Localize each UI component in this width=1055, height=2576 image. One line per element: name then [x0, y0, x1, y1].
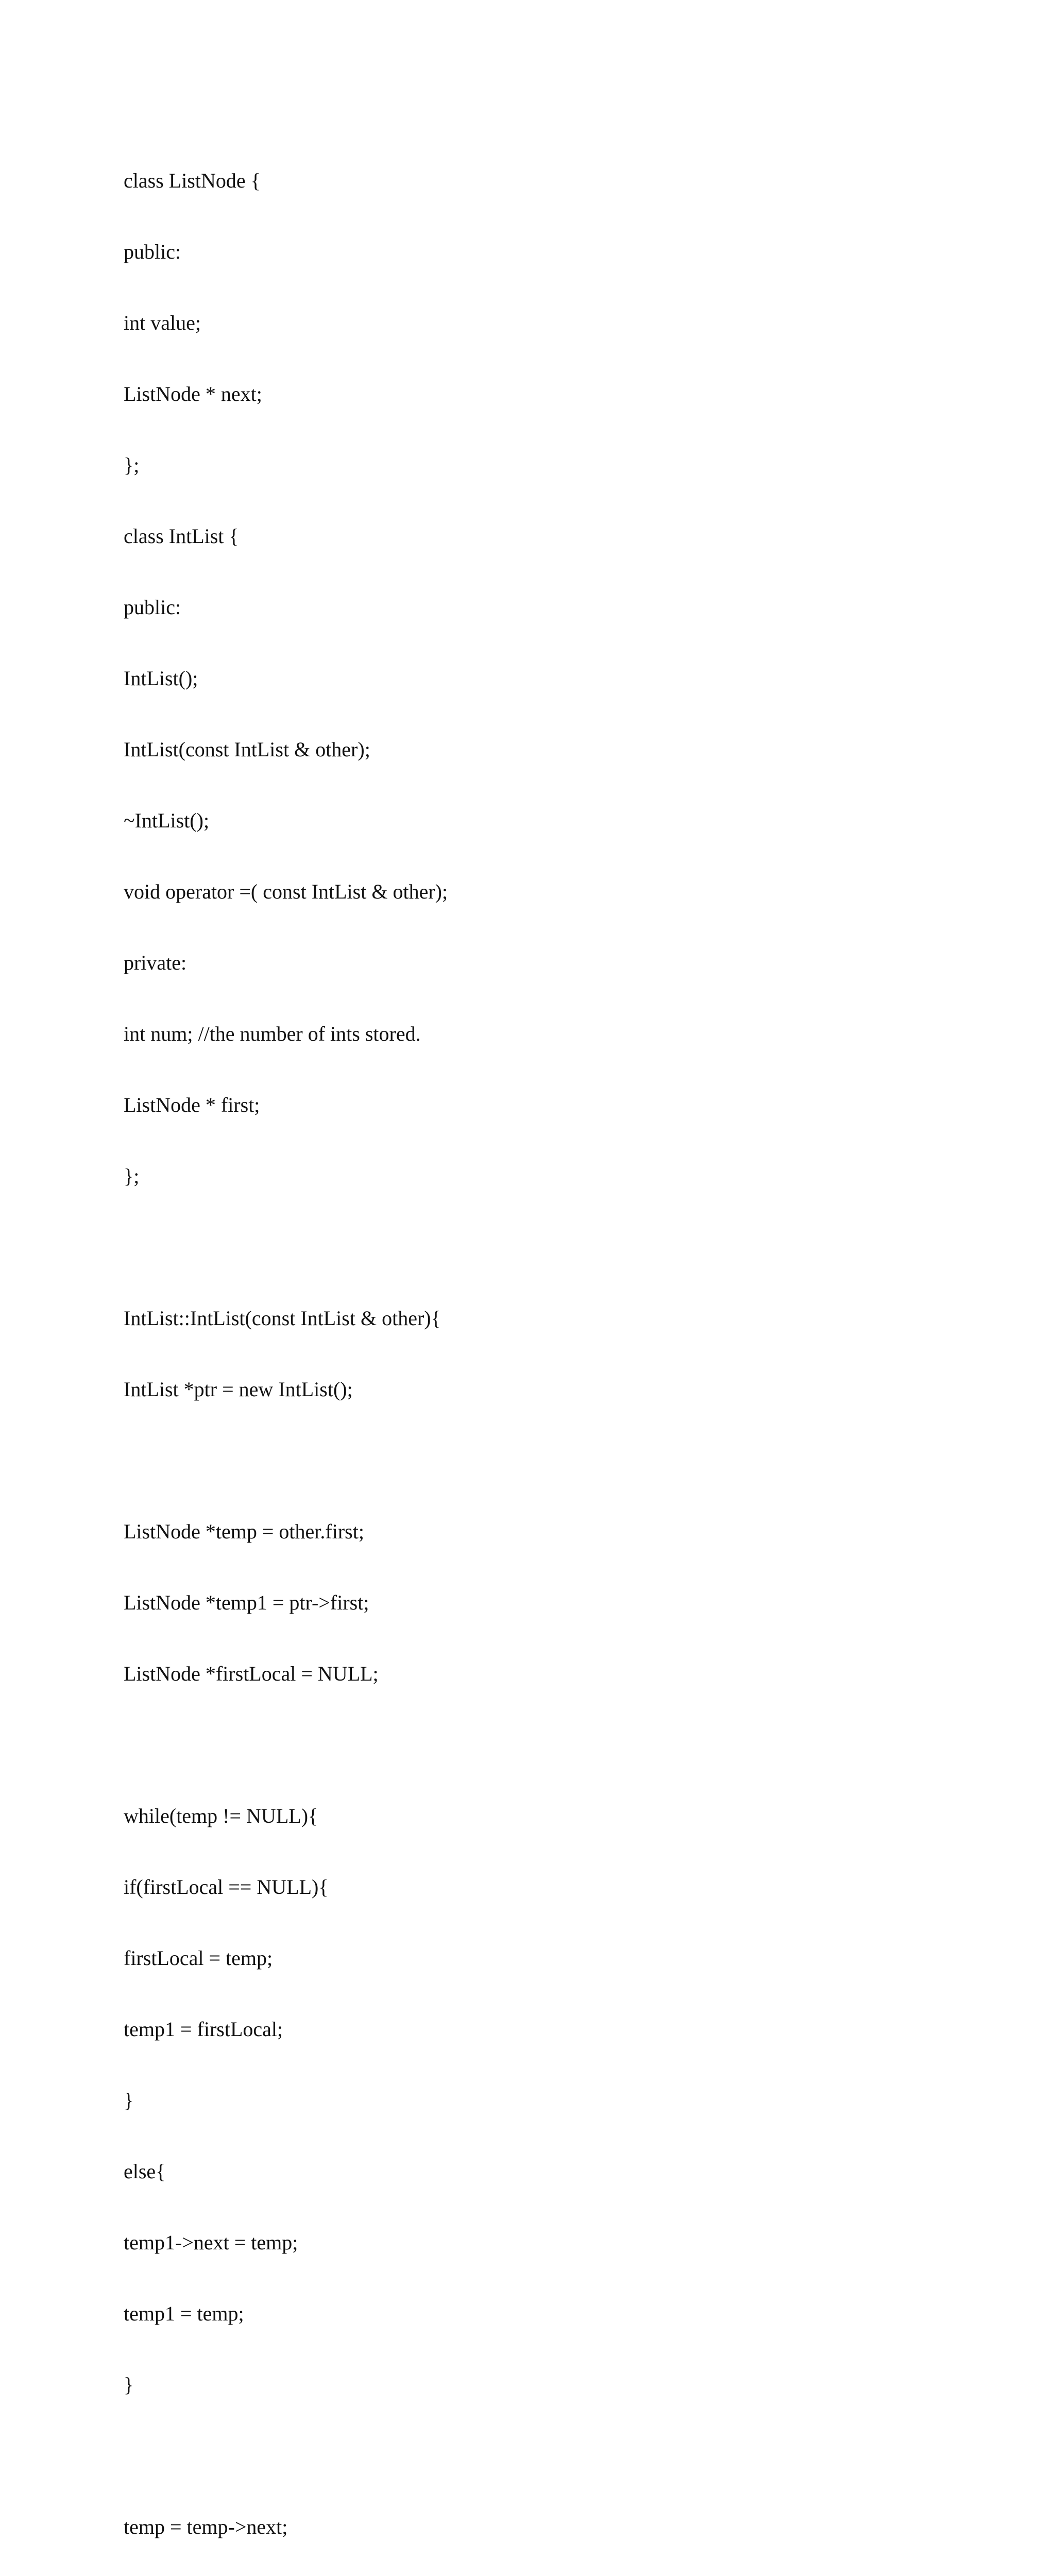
code-line: public:: [124, 596, 181, 619]
code-line: IntList(const IntList & other);: [124, 738, 370, 761]
code-line: class ListNode {: [124, 169, 261, 192]
code-line: firstLocal = temp;: [124, 1946, 273, 1970]
code-line: ListNode * next;: [124, 382, 262, 405]
code-line: [124, 1733, 999, 1757]
code-line: IntList::IntList(const IntList & other){: [124, 1307, 441, 1330]
code-line: else{: [124, 2160, 166, 2183]
code-line: int value;: [124, 311, 201, 334]
code-line: void operator =( const IntList & other);: [124, 880, 448, 903]
code-line: ListNode *temp1 = ptr->first;: [124, 1591, 369, 1614]
code-line: if(firstLocal == NULL){: [124, 1875, 329, 1899]
code-line: IntList *ptr = new IntList();: [124, 1378, 353, 1401]
code-line: int num; //the number of ints stored.: [124, 1022, 421, 1045]
code-listing: [124, 122, 999, 2576]
code-line: public:: [124, 240, 181, 263]
code-line: ListNode *temp = other.first;: [124, 1520, 364, 1543]
code-line: ~IntList();: [124, 809, 210, 832]
code-line: ListNode *firstLocal = NULL;: [124, 1662, 379, 1685]
code-line: class IntList {: [124, 524, 239, 548]
code-line: temp1->next = temp;: [124, 2231, 298, 2254]
code-line: };: [124, 1164, 140, 1188]
code-line: temp1 = temp;: [124, 2302, 244, 2325]
code-line: temp = temp->next;: [124, 2515, 288, 2538]
code-line: IntList();: [124, 667, 198, 690]
code-line: }: [124, 2089, 134, 2112]
code-line: }: [124, 2373, 134, 2396]
code-line: private:: [124, 951, 187, 974]
code-line: };: [124, 453, 140, 477]
code-line: ListNode * first;: [124, 1093, 260, 1116]
code-line: [124, 1235, 999, 1259]
code-line: [124, 1449, 999, 1472]
code-line: temp1 = firstLocal;: [124, 2018, 283, 2041]
code-line: while(temp != NULL){: [124, 1804, 318, 1827]
code-line: [124, 2444, 999, 2468]
